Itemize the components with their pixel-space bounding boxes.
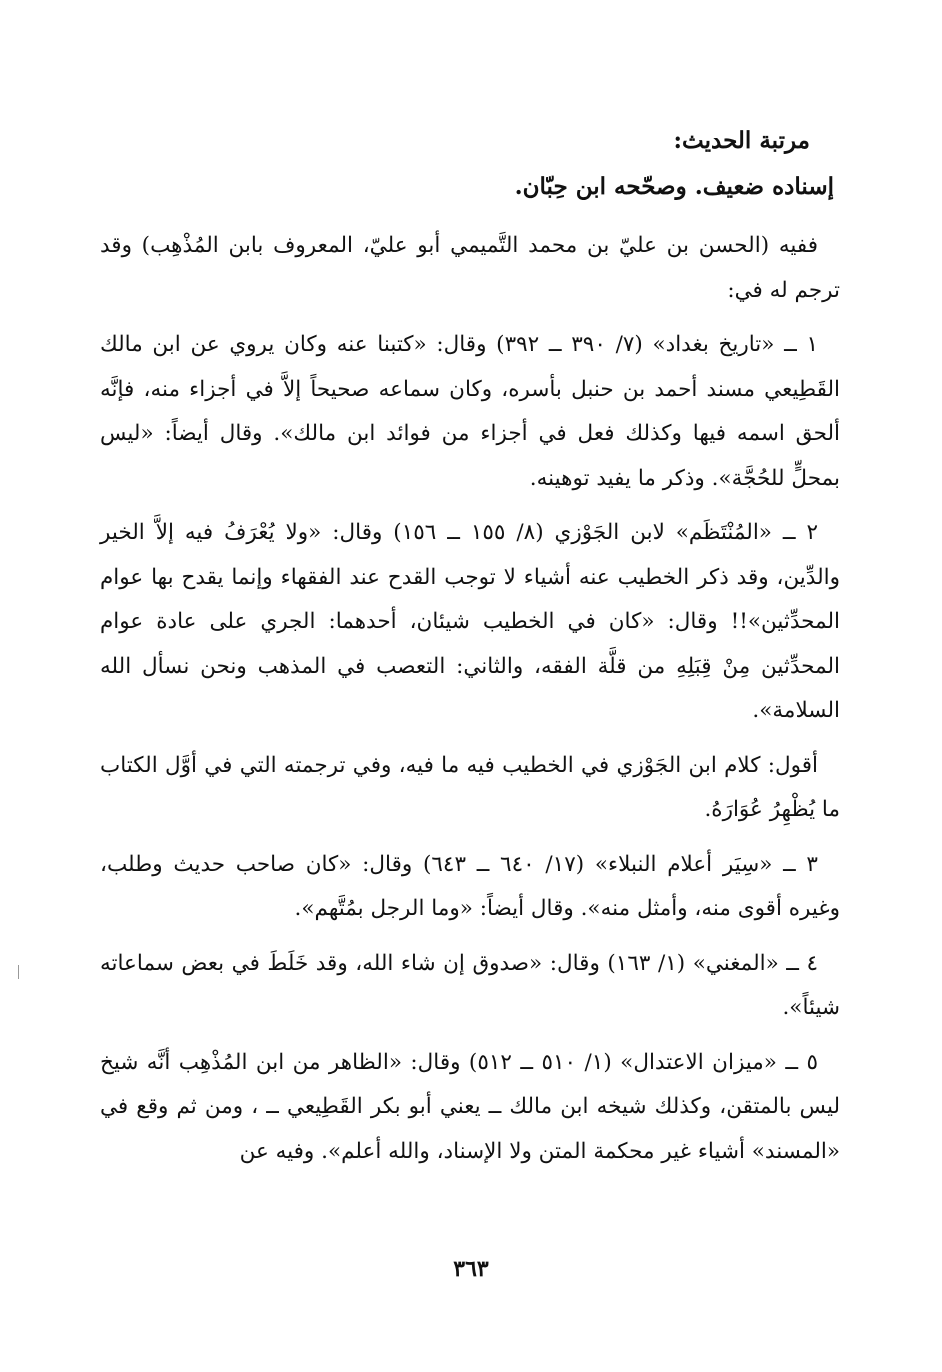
paragraph-mizan: ٥ ــ «ميزان الاعتدال» (١/ ٥١٠ ــ ٥١٢) وقال: «الظاهر من ابن المُذْهِب أنَّه شيخ ليس بالمتقن، وكذلك شيخه ابن مالك ــ يعني أبو بكر القَطِيعي ــ ، ومن ثم وقع في «المسند» أشياء غير محكمة المتن ولا الإسناد، والله أعلم». وفيه عن	[100, 1049, 840, 1164]
paragraph-intro: ففيه (الحسن بن عليّ بن محمد التَّميمي أبو عليّ، المعروف بابن المُذْهِب) وقد ترجم له في:	[100, 233, 840, 303]
paragraph-siyar: ٣ ــ «سِيَر أعلام النبلاء» (١٧/ ٦٤٠ ــ ٦٤٣) وقال: «كان صاحب حديث وطلب، وغيره أقوى منه، وأمثل منه». وقال أيضاً: «وما الرجل بمُتَّهم».	[100, 851, 840, 921]
page-number: ٣٦٣	[453, 1256, 489, 1282]
section-heading: مرتبة الحديث:	[673, 127, 810, 154]
scan-margin-mark	[18, 965, 19, 979]
paragraph-comment: أقول: كلام ابن الجَوْزي في الخطيب فيه ما فيه، وفي ترجمته التي في أوَّل الكتاب ما يُظْهِرُ عُوَارَهُ.	[100, 752, 840, 822]
hadith-verdict: إسناده ضعيف. وصحّحه ابن حِبّان.	[514, 173, 834, 200]
paragraph-mughni: ٤ ــ «المغني» (١/ ١٦٣) وقال: «صدوق إن شاء الله، وقد خَلَطَ في بعض سماعاته شيئاً».	[100, 950, 840, 1020]
paragraph-tarikh-baghdad: ١ ــ «تاريخ بغداد» (٧/ ٣٩٠ ــ ٣٩٢) وقال: «كتبنا عنه وكان يروي عن ابن مالك القَطِيعي مسند أحمد بن حنبل بأسره، وكان سماعه صحيحاً إلاَّ في أجزاء منه، فإنَّه ألحق اسمه فيها وكذلك فعل في أجزاء من فوائد ابن مالك». وقال أيضاً: «ليس بمحلٍّ للحُجَّة». وذكر ما يفيد توهينه.	[100, 332, 840, 491]
page-body	[100, 118, 840, 1184]
paragraph-muntazam: ٢ ــ «المُنْتَظَم» لابن الجَوْزي (٨/ ١٥٥ ــ ١٥٦) وقال: «ولا يُعْرَفُ فيه إلاَّ الخير والدِّين، وقد ذكر الخطيب عنه أشياء لا توجب القدح عند الفقهاء وإنما يقدح بها عوام المحدِّثين»!! وقال: «كان في الخطيب شيئان، أحدهما: الجري على عادة عوام المحدِّثين مِنْ قِبَلِهِ من قلَّة الفقه، والثاني: التعصب في المذهب ونحن نسأل الله السلامة».	[100, 520, 840, 723]
